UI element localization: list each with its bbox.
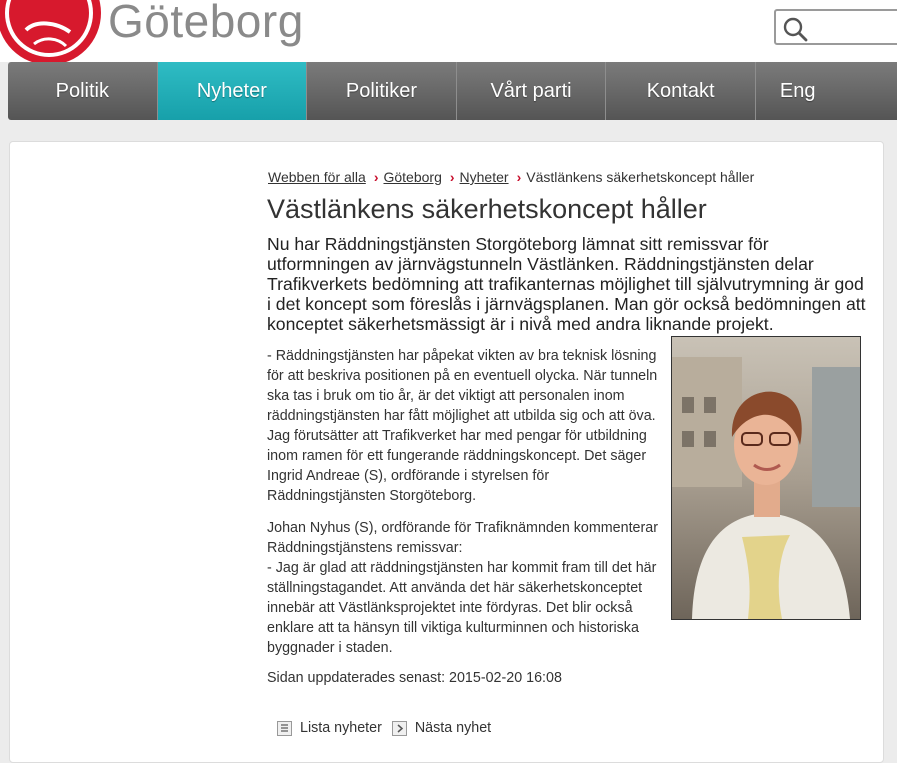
chevron-right-icon: › bbox=[373, 169, 379, 185]
breadcrumb-link-nyheter[interactable]: Nyheter bbox=[459, 169, 509, 185]
rose-logo-icon[interactable] bbox=[0, 0, 102, 66]
article-paragraph bbox=[267, 518, 662, 658]
list-news-label: Lista nyheter bbox=[300, 720, 382, 736]
article-title: Västlänkens säkerhetskoncept håller bbox=[267, 194, 707, 224]
nav-item-vart-parti[interactable]: Vårt parti bbox=[457, 62, 607, 120]
last-updated: Sidan uppdaterades senast: 2015-02-20 16:08 bbox=[267, 670, 562, 686]
breadcrumb-current: Västlänkens säkerhetskoncept håller bbox=[526, 169, 755, 185]
chevron-right-icon bbox=[392, 721, 407, 736]
chevron-right-icon: › bbox=[516, 169, 522, 185]
site-header bbox=[0, 0, 897, 62]
breadcrumb-link-goteborg[interactable]: Göteborg bbox=[383, 169, 442, 185]
article-bottom-nav bbox=[277, 720, 501, 736]
article-ingress: Nu har Räddningstjänsten Storgöteborg lämnat sitt remissvar för utformningen av järnvägstunneln Västlänken. Räddningstjänsten delar Trafikverkets bedömning att trafikanternas möjlighet till självutrymning är god i det koncept som föreslås i järnvägsplanen. Man gör också bedömningen att konceptet säkerhetsmässigt är i nivå med andra liknande projekt. bbox=[267, 234, 866, 334]
portrait-photo bbox=[671, 336, 861, 620]
list-icon bbox=[277, 721, 292, 736]
nav-item-kontakt[interactable]: Kontakt bbox=[606, 62, 756, 120]
site-logo-text[interactable]: Göteborg bbox=[108, 0, 304, 47]
breadcrumb-link-webben[interactable]: Webben för alla bbox=[268, 169, 366, 185]
search-icon[interactable] bbox=[782, 16, 808, 42]
next-news-label: Nästa nyhet bbox=[414, 720, 492, 736]
nav-item-nyheter[interactable]: Nyheter bbox=[158, 62, 308, 120]
nav-item-politik[interactable]: Politik bbox=[8, 62, 158, 120]
chevron-right-icon: › bbox=[449, 169, 455, 185]
breadcrumb bbox=[268, 169, 754, 185]
search-input[interactable] bbox=[812, 15, 897, 41]
article-paragraph-intro: Johan Nyhus (S), ordförande för Trafiknämnden kommenterar Räddningstjänstens remissvar: bbox=[267, 520, 658, 556]
nav-item-politiker[interactable]: Politiker bbox=[307, 62, 457, 120]
next-news-link[interactable] bbox=[392, 720, 491, 736]
search-box[interactable] bbox=[774, 9, 897, 45]
article-body bbox=[267, 346, 662, 670]
nav-item-english[interactable]: Eng bbox=[756, 62, 897, 120]
article-paragraph-quote: - Jag är glad att räddningstjänsten har kommit fram till det här ställningstagandet. Att använda det här säkerhetskonceptet innebär att Västlänksprojektet inte fördyras. Det blir också enklare att ta hänsyn till viktiga kulturminnen och historiska byggnader i staden. bbox=[267, 560, 657, 656]
main-nav bbox=[8, 62, 897, 120]
list-news-link[interactable] bbox=[277, 720, 382, 736]
article-paragraph: - Räddningstjänsten har påpekat vikten av bra teknisk lösning för att beskriva positionen på en eventuell olycka. När tunneln ska tas i bruk om tio år, är det viktigt att personalen inom räddningstjänsten har fått möjlighet att utbilda sig och att öva. Jag förutsätter att Trafikverket har med pengar för utbildning inom ramen för ett fungerande räddningskoncept. Det säger Ingrid Andreae (S), ordförande i styrelsen för Räddningstjänsten Storgöteborg. bbox=[267, 348, 658, 504]
